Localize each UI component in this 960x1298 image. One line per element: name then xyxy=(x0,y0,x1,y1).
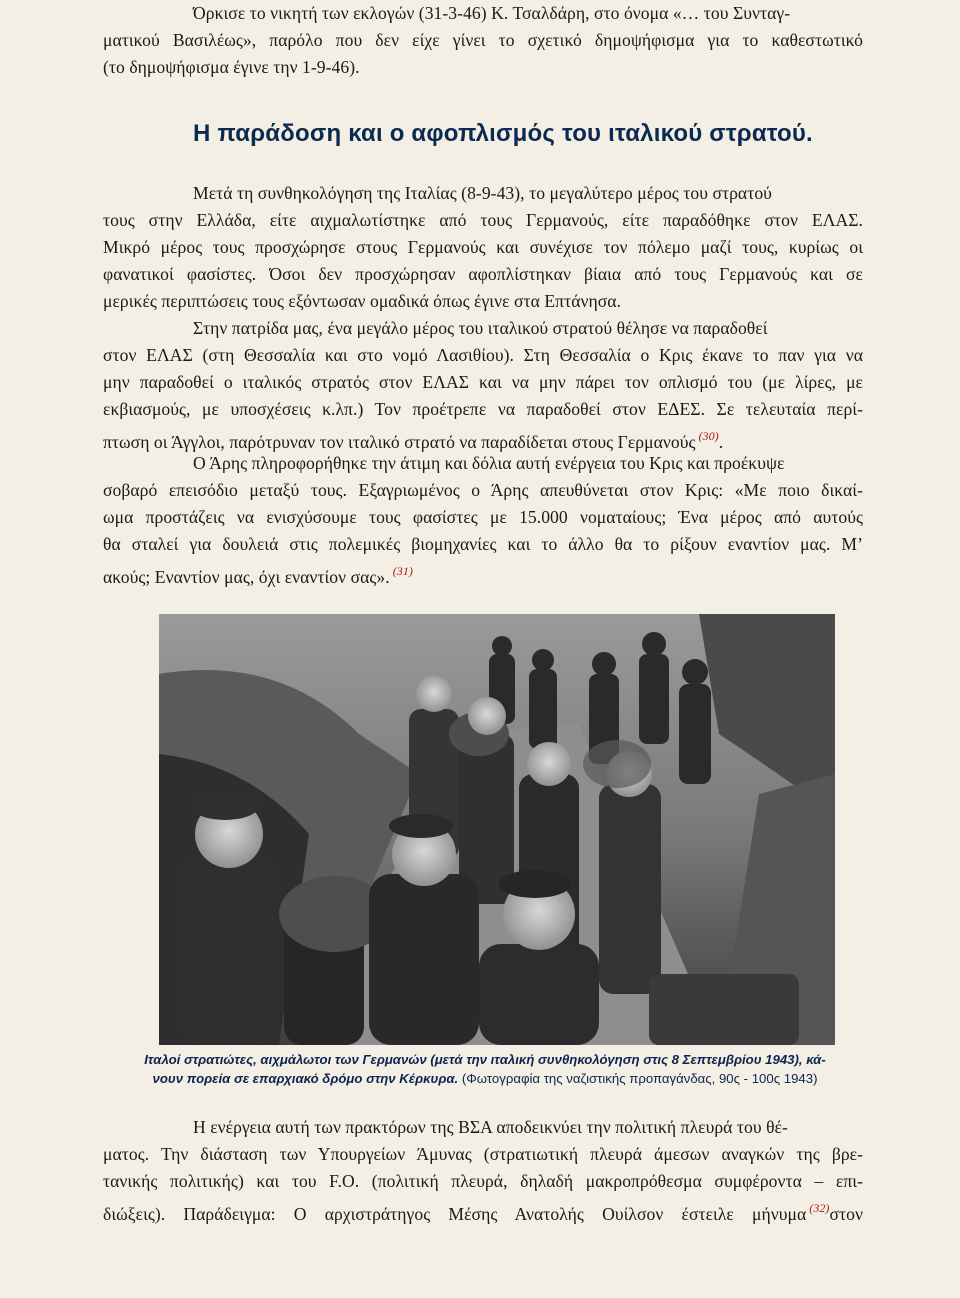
body-paragraphs xyxy=(103,180,863,585)
text-line: Μετά τη συνθηκολόγηση της Ιταλίας (8-9-43), το μεγαλύτερο μέρος του στρατού xyxy=(193,183,772,203)
footnote-marker[interactable]: (31) xyxy=(392,564,413,578)
text-fragment: στον xyxy=(829,1204,863,1224)
text-line: στον ΕΛΑΣ (στη Θεσσαλία και στο νομό Λασιθίου). Στη Θεσσαλία ο Κρις έκανε το παν για να xyxy=(103,345,863,365)
text-line: ωμα προστάζεις να ενισχύσουμε τους φασίστες με 15.000 νοματαίους; Ένα μέρος από αυτούς xyxy=(103,507,863,527)
text-line: Στην πατρίδα μας, ένα μεγάλο μέρος του ιταλικού στρατού θέλησε να παραδοθεί xyxy=(193,318,768,338)
text-line: τανικής πολιτικής) και του F.O. (πολιτική πλευρά, δηλαδή μακροπρόθεσμα συμφέροντα – επι- xyxy=(103,1171,863,1191)
period: . xyxy=(718,432,724,452)
text-line: Όρκισε το νικητή των εκλογών (31-3-46) Κ. Τσαλδάρη, στο όνομα «… του Συνταγ- xyxy=(193,3,791,23)
text-line xyxy=(103,1195,863,1222)
text-line: ματος. Την διάσταση των Υπουργείων Άμυνας (στρατιωτική πλευρά άμεσων αναγκών της βρε- xyxy=(103,1144,863,1164)
photo-caption xyxy=(110,1050,860,1088)
footnote-marker[interactable]: (32) xyxy=(809,1201,830,1215)
text-line: σοβαρό επεισόδιο μεταξύ τους. Εξαγριωμένος ο Άρης απευθύνεται στον Κρις: «Με ποιο δικαί- xyxy=(103,480,863,500)
text-line: Ο Άρης πληροφορήθηκε την άτιμη και δόλια αυτή ενέργεια του Κρις και προέκυψε xyxy=(193,453,785,473)
text-fragment: πτωση οι Άγγλοι, παρότρυναν τον ιταλικό στρατό να παραδίδεται στους Γερμανούς xyxy=(103,432,696,452)
photo-image xyxy=(159,614,835,1045)
text-fragment: διώξεις). Παράδειγμα: Ο αρχιστράτηγος Μέσης Ανατολής Ουίλσον έστειλε μήνυμα xyxy=(103,1204,807,1224)
text-line xyxy=(103,558,863,585)
text-line: φανατικοί φασίστες. Όσοι δεν προσχώρησαν αφοπλίστηκαν βίαια από τους Γερμανούς και σε xyxy=(103,264,863,284)
intro-paragraph xyxy=(103,0,863,81)
text-line: μην παραδοθεί ο ιταλικός στρατός στον ΕΛΑΣ και να μην πάρει τον οπλισμό του (με λίρες, με xyxy=(103,372,863,392)
closing-paragraph xyxy=(103,1114,863,1222)
footnote-marker[interactable]: (30) xyxy=(698,429,719,443)
section-heading: Η παράδοση και ο αφοπλισμός του ιταλικού στρατού. xyxy=(193,120,813,147)
text-line xyxy=(103,423,863,450)
text-line: Η ενέργεια αυτή των πρακτόρων της ΒΣΑ αποδεικνύει την πολιτική πλευρά του θέ- xyxy=(193,1117,788,1137)
text-line: τους στην Ελλάδα, είτε αιχμαλωτίστηκε από τους Γερμανούς, είτε παραδόθηκε στον ΕΛΑΣ. xyxy=(103,210,863,230)
caption-normal: (Φωτογραφία της ναζιστικής προπαγάνδας, 90ς - 100ς 1943) xyxy=(461,1071,818,1086)
text-line: εκβιασμούς, με υποσχέσεις κ.λπ.) Τον προέτρεπε να παραδοθεί στον ΕΔΕΣ. Σε τελευταία περί- xyxy=(103,399,863,419)
caption-bold: Ιταλοί στρατιώτες, αιχμάλωτοι των Γερμανών (μετά την ιταλική συνθηκολόγηση στις 8 Σεπτεμβρίου 1943), κά- xyxy=(144,1052,826,1067)
soldiers-photo xyxy=(159,614,835,1045)
text-line: θα σταλεί για δουλειά στις πολεμικές βιομηχανίες και το άλλο θα το ρίξουν εναντίον μας. Μ’ xyxy=(103,534,863,554)
text-line: (το δημοψήφισμα έγινε την 1-9-46). xyxy=(103,57,360,77)
caption-bold: νουν πορεία σε επαρχιακό δρόμο στην Κέρκυρα. xyxy=(152,1071,459,1086)
text-line: ματικού Βασιλέως», παρόλο που δεν είχε γίνει το σχετικό δημοψήφισμα για το καθεστωτικό xyxy=(103,30,863,50)
text-fragment: ακούς; Εναντίον μας, όχι εναντίον σας». xyxy=(103,567,390,587)
text-line: μερικές περιπτώσεις τους εξόντωσαν ομαδικά όπως έγινε στα Επτάνησα. xyxy=(103,291,621,311)
text-line: Μικρό μέρος τους προσχώρησε στους Γερμανούς και συνέχισε τον πόλεμο μαζί τους, κυρίως οι xyxy=(103,237,863,257)
